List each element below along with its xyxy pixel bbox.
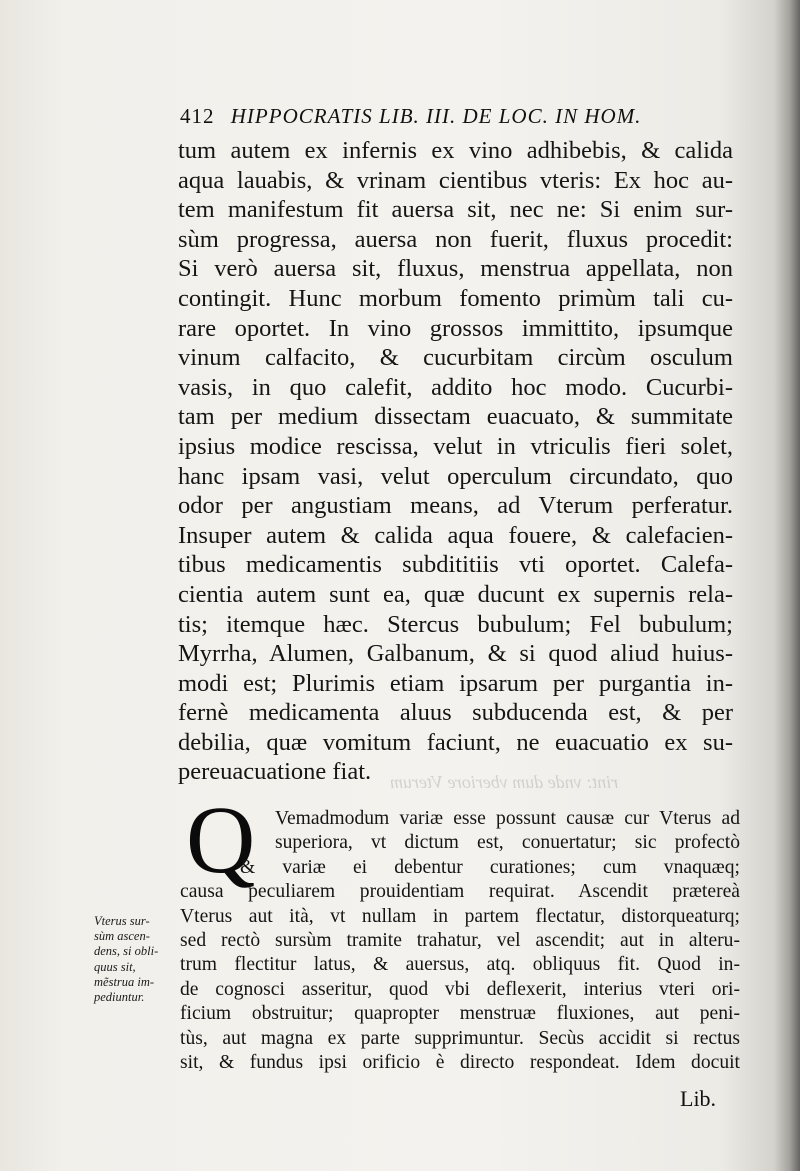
page-gutter-shadow [774,0,800,1171]
margin-note-line: sùm ascen- [94,929,150,944]
drop-cap: Q [186,786,256,893]
text-line: tam per medium dissectam euacuato, & summitate [178,403,733,431]
margin-note-line: Vterus sur- [94,914,150,928]
commentary-line: ficium obstruitur; quapropter menstruæ fluxiones, aut peni- [180,1003,740,1025]
commentary-line: Vterus aut ità, vt nullam in partem flectatur, distorqueaturq; [180,905,740,927]
commentary-line: tùs, aut magna ex parte supprimuntur. Secùs accidit si rectus [180,1027,740,1049]
bleed-through-text: rint: vnde dum vberiore Vterum [390,772,619,792]
text-line: debilia, quæ vomitum faciunt, ne euacuatio ex su- [178,728,733,756]
text-line: vasis, in quo calefit, addito hoc modo. Cucurbi- [178,373,733,401]
text-line: sùm progressa, auersa non fuerit, fluxus procedit: [178,225,733,253]
running-title: HIPPOCRATIS LIB. III. DE LOC. IN HOM. [230,104,642,128]
text-line: ipsius modice rescissa, velut in vtriculis fieri solet, [178,432,733,460]
text-line: Insuper autem & calida aqua fouere, & calefacien- [178,521,733,549]
margin-note-line: quus sit, [94,959,136,974]
text-line: pereuacuatione fiat. [178,758,372,786]
margin-note-line: pediuntur. [94,990,145,1005]
commentary-line: de cognosci asseritur, quod vbi deflexerit, interius vteri ori- [180,978,740,1000]
text-line: rare oportet. In vino grossos immittito, ipsumque [178,314,733,342]
text-line: contingit. Hunc morbum fomento primùm tali cu- [178,284,733,312]
text-line: modi est; Plurimis etiam ipsarum per purgantia in- [178,669,733,697]
text-line: Si verò auersa sit, fluxus, menstrua appellata, non [178,255,733,283]
text-line: Myrrha, Alumen, Galbanum, & si quod aliud huius- [178,640,733,668]
margin-note-line: dens, si obli- [94,944,159,959]
text-line: cientia autem sunt ea, quæ ducunt ex supernis rela- [178,580,733,608]
commentary-line: Vemadmodum variæ esse possunt causæ cur Vterus ad [275,808,740,829]
running-header [180,104,670,129]
text-line: tis; itemque hæc. Stercus bubulum; Fel bubulum; [178,610,733,638]
commentary-line: trum flectitur latus, & auersus, atq. obliquus fit. Quod in- [180,954,740,976]
text-line: tibus medicamentis subdititiis vti oportet. Calefa- [178,551,733,579]
text-line: vinum calfacito, & cucurbitam circùm osculum [178,344,733,372]
text-line: tum autem ex infernis ex vino adhibebis, & calida [178,137,733,164]
commentary-line: superiora, vt dictum est, conuertatur; sic profectò [275,832,740,854]
text-line: aqua lauabis, & vrinam cientibus vteris: Ex hoc au- [178,166,733,194]
commentary-line: causa peculiarem prouidentiam requirat. Ascendit prætereà [180,881,740,903]
main-text-block [178,136,733,787]
text-line: tem manifestum fit auersa sit, nec ne: Si enim sur- [178,196,733,224]
margin-note [94,914,176,1005]
text-line: odor per angustiam means, ad Vterum perferatur. [178,492,733,520]
commentary-line: sed rectò sursùm tramite trahatur, vel ascendit; aut in alteru- [180,930,740,952]
margin-note-line: mẽstrua im- [94,974,155,989]
text-line: fernè medicamenta aluus subducenda est, & per [178,699,733,727]
page-number: 412 [180,104,215,128]
commentary-line: sit, & fundus ipsi orificio è directo respondeat. Idem docuit [180,1052,740,1074]
commentary-line: & variæ ei debentur curationes; cum vnaquæq; [240,856,740,878]
catchword: Lib. [680,1086,717,1111]
commentary-block [180,807,740,1075]
text-line: hanc ipsam vasi, velut operculum circundato, quo [178,462,733,490]
